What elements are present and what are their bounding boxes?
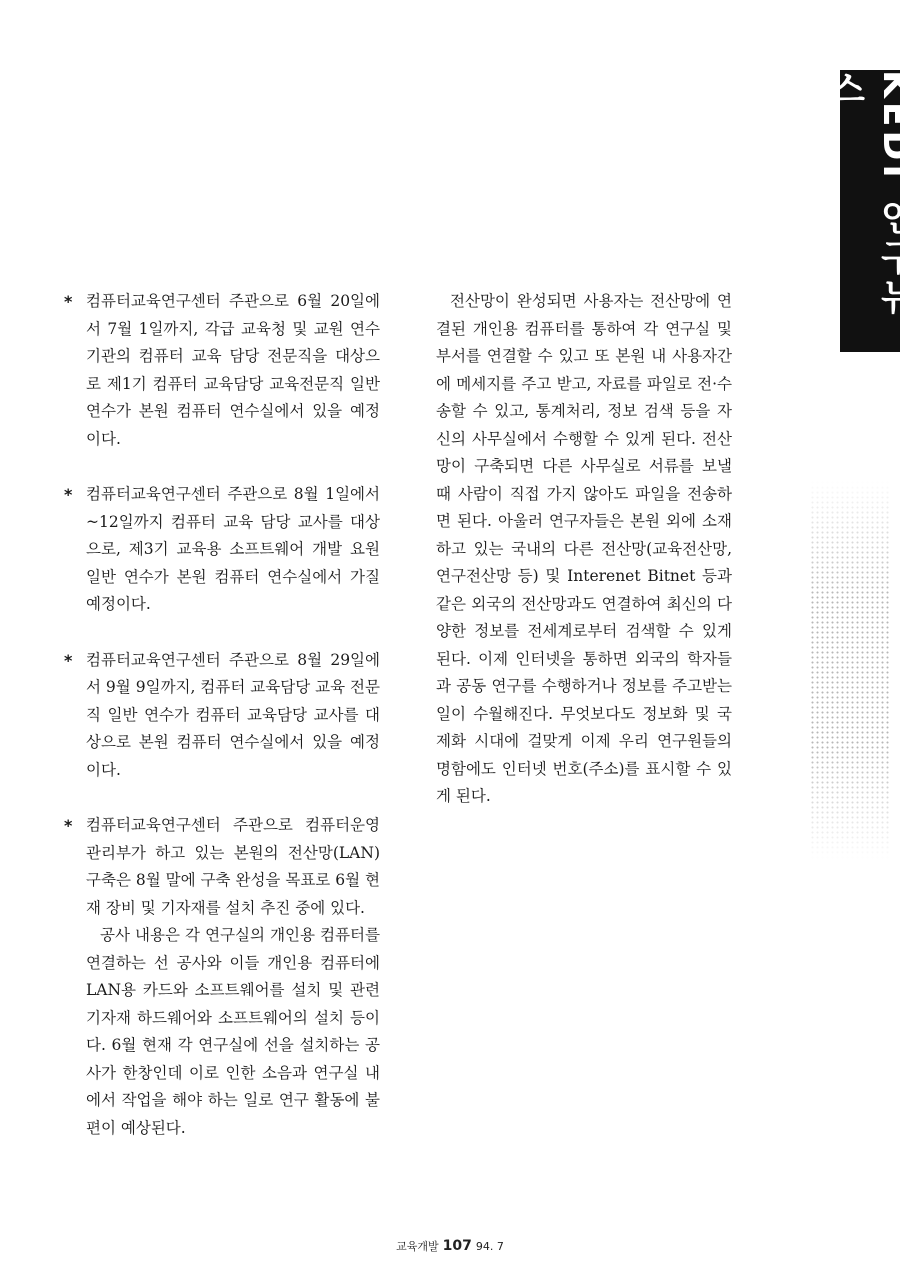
lan-description-paragraph: 전산망이 완성되면 사용자는 전산망에 연결된 개인용 컴퓨터를 통하여 각 연구실 및 부서를 연결할 수 있고 또 본원 내 사용자간에 메세지를 주고 받고, 자료를 파일로 전·수송할 수 있고, 통계처리, 정보 검색 등을 자신의 사무실에서 수행할 수 있게 된다. 전산망이 구축되면 다른 사무실로 서류를 보낼 때 사람이 직접 가지 않아도 파일을 전송하면 된다. 아울러 연구자들은 본원 외에 소재하고 있는 국내의 다른 전산망(교육전산망, 연구전산망 등) 및 Interenet Bitnet 등과 같은 외국의 전산망과도 연결하여 최신의 다양한 정보를 전세계로부터 검색할 수 있게 된다. 이제 인터넷을 통하면 외국의 학자들과 공동 연구를 수행하거나 정보를 주고받는 일이 수월해진다. 무엇보다도 정보화 및 국제화 시대에 걸맞게 이제 우리 연구원들의 명함에도 인터넷 번호(주소)를 표시할 수 있게 된다. xyxy=(436,292,732,805)
news-item-text-continued: 공사 내용은 각 연구실의 개인용 컴퓨터를 연결하는 선 공사와 이들 개인용 컴퓨터에 LAN용 카드와 소프트웨어를 설치 및 관련 기자재 하드웨어와 소프트웨어의 설치 등이다. 6월 현재 각 연구실에 선을 설치하는 공사가 한창인데 이로 인한 소음과 연구실 내에서 작업을 해야 하는 일로 연구 활동에 불편이 예상된다. xyxy=(86,926,380,1137)
news-item-text: 컴퓨터교육연구센터 주관으로 8월 29일에서 9월 9일까지, 컴퓨터 교육담당 교육 전문직 일반 연수가 컴퓨터 교육담당 교사를 대상으로 본원 컴퓨터 연수실에서 있을 예정이다. xyxy=(86,650,381,779)
news-item-text: 컴퓨터교육연구센터 주관으로 컴퓨터운영관리부가 하고 있는 본원의 전산망(LAN) 구축은 8월 말에 구축 완성을 목표로 6월 현재 장비 및 기자재를 설치 추진 중에 있다. xyxy=(86,816,380,917)
publication-name: 교육개발 xyxy=(396,1240,439,1253)
news-item-2 xyxy=(64,481,380,619)
page-footer xyxy=(0,1238,900,1254)
issue-date: 94. 7 xyxy=(475,1240,504,1253)
news-item-text: 컴퓨터교육연구센터 주관으로 8월 1일에서~12일까지 컴퓨터 교육 담당 교사를 대상으로, 제3기 교육용 소프트웨어 개발 요원 일반 연수가 본원 컴퓨터 연수실에서 가질 예정이다. xyxy=(86,485,380,613)
section-tab xyxy=(824,70,916,352)
asterisk-bullet: * xyxy=(64,485,73,504)
news-item-4 xyxy=(64,812,380,1142)
news-item-text: 컴퓨터교육연구센터 주관으로 6월 20일에서 7월 1일까지, 각급 교육청 및 교원 연수기관의 컴퓨터 교육 담당 전문직을 대상으로 제1기 컴퓨터 교육담당 교육전문직 일반연수가 본원 컴퓨터 연수실에서 있을 예정이다. xyxy=(86,292,380,448)
right-column xyxy=(436,288,732,811)
asterisk-bullet: * xyxy=(64,650,73,670)
asterisk-bullet: * xyxy=(64,816,73,835)
section-tab-label: KEDI 연구뉴스 xyxy=(824,70,916,319)
left-column xyxy=(64,288,380,1170)
scan-noise-decoration xyxy=(810,480,890,860)
news-item-3 xyxy=(64,647,380,785)
page-number: 107 xyxy=(442,1238,472,1254)
asterisk-bullet: * xyxy=(64,292,73,311)
news-item-1 xyxy=(64,288,380,453)
